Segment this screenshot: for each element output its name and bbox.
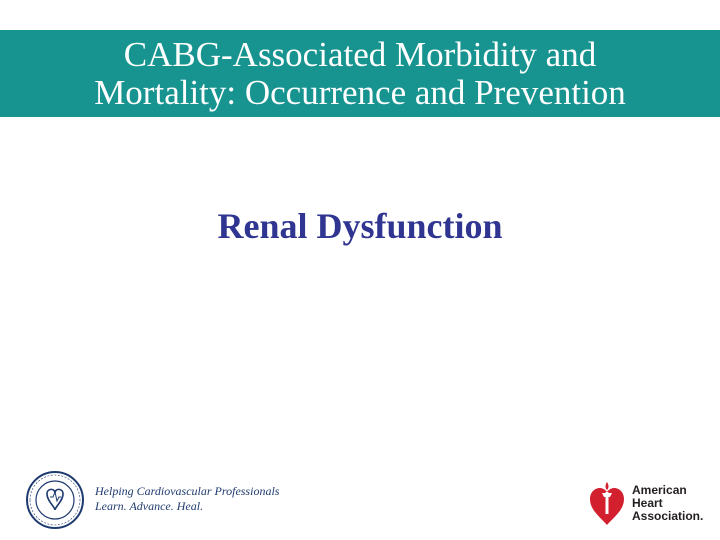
acc-tagline-line-1: Helping Cardiovascular Professionals: [95, 484, 280, 498]
aha-wordmark-line-2: Heart: [632, 496, 663, 510]
aha-wordmark: [632, 484, 703, 523]
slide-title-line-1: CABG-Associated Morbidity and: [123, 34, 597, 74]
aha-wordmark-line-1: American: [632, 483, 687, 497]
acc-tagline-line-2: Learn. Advance. Heal.: [95, 499, 204, 513]
title-banner: [0, 30, 720, 117]
acc-tagline: [95, 484, 279, 514]
aha-wordmark-line-3: Association.: [632, 509, 704, 523]
aha-heart-torch-logo-icon: [588, 479, 626, 526]
slide-subtitle: Renal Dysfunction: [217, 206, 503, 246]
acc-seal-logo-icon: [22, 470, 88, 530]
slide-title-line-2: Mortality: Occurrence and Prevention: [94, 72, 626, 112]
